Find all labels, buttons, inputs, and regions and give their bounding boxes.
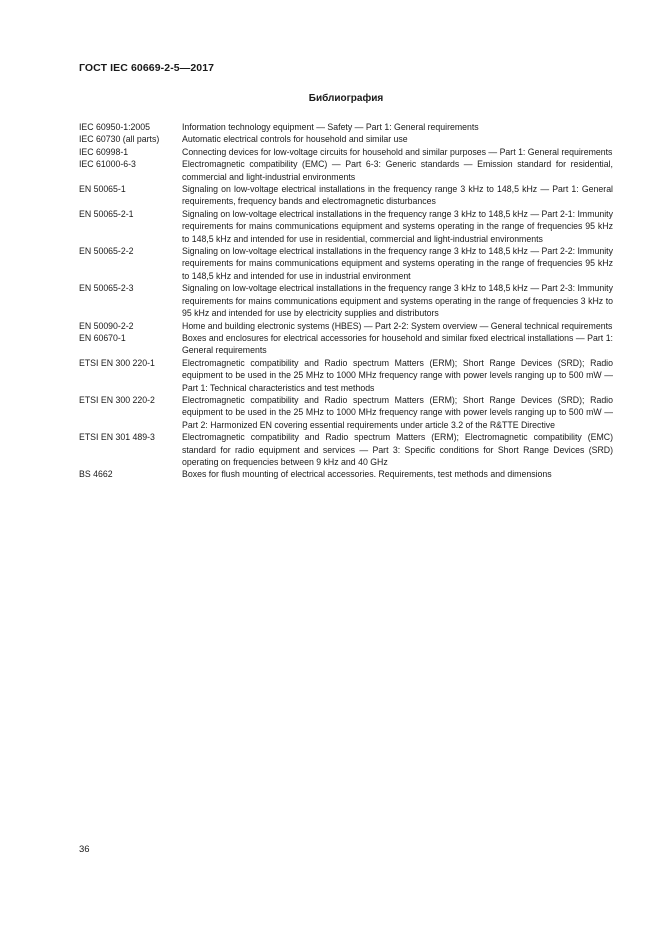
reference-title: Automatic electrical controls for household and similar use — [182, 134, 408, 145]
reference-id: BS 4662 — [79, 469, 113, 480]
bibliography-entry — [79, 208, 613, 245]
section-title: Библиография — [308, 93, 384, 104]
reference-id: EN 50065-2-3 — [79, 283, 134, 294]
bibliography-entry — [79, 133, 613, 145]
reference-id: EN 60670-1 — [79, 332, 126, 343]
bibliography-entry — [79, 158, 613, 183]
bibliography-list — [79, 121, 613, 481]
reference-title: Boxes and enclosures for electrical accessories for household and similar fixed electrical installations — Part 1: General requirements — [182, 332, 613, 356]
reference-title: Signaling on low-voltage electrical installations in the frequency range 3 kHz to 148,5 kHz — Part 2-2: Immunity requirements for mains communications equipment and systems operating in the range of frequencies 95 kHz to 148,5 kHz and intended for use in industrial environment — [182, 246, 613, 281]
reference-title: Electromagnetic compatibility (EMC) — Part 6-3: Generic standards — Emission standard for residential, commercial and light-industrial environments — [182, 159, 613, 182]
reference-title: Electromagnetic compatibility and Radio spectrum Matters (ERM); Short Range Devices (SRD); Radio equipment to be used in the 25 MHz to 1000 MHz frequency range with power levels ranging up to 500 mW — Part 1: Technical characteristics and test methods — [182, 357, 613, 393]
bibliography-entry — [79, 431, 613, 468]
page-number: 36 — [79, 844, 90, 855]
reference-id: EN 50090-2-2 — [79, 320, 134, 331]
bibliography-entry — [79, 282, 613, 319]
reference-id: IEC 60730 (all parts) — [79, 134, 160, 145]
reference-id: IEC 60950-1:2005 — [79, 122, 151, 132]
bibliography-entry — [79, 320, 613, 332]
reference-title: Electromagnetic compatibility and Radio spectrum Matters (ERM); Short Range Devices (SRD); Radio equipment to be used in the 25 MHz to 1000 MHz frequency range with power levels ranging up to 500 mW — Part 2: Harmonized EN covering essential requirements under article 3.2 of the R&TTE Directive — [182, 394, 613, 430]
bibliography-entry — [79, 121, 613, 133]
bibliography-entry — [79, 146, 613, 158]
document-code: ГОСТ IEC 60669-2-5—2017 — [79, 62, 215, 74]
reference-id: IEC 61000-6-3 — [79, 159, 136, 170]
reference-id: IEC 60998-1 — [79, 146, 129, 157]
reference-id: EN 50065-1 — [79, 184, 126, 195]
bibliography-entry — [79, 357, 613, 394]
bibliography-entry — [79, 183, 613, 208]
reference-title: Electromagnetic compatibility and Radio spectrum Matters (ERM); Electromagnetic compatibility (EMC) standard for radio equipment and services — Part 3: Specific conditions for Short Range Devices (SRD) operating on frequencies between 9 kHz and 40 GHz — [182, 432, 613, 467]
reference-title: Signaling on low-voltage electrical installations in the frequency range 3 kHz to 148,5 kHz — Part 2-1: Immunity requirements for mains communications equipment and systems operating in the range of frequencies 95 kHz to 148,5 kHz and intended for use in residential, commercial and light-industrial environments — [182, 208, 613, 244]
reference-title: Home and building electronic systems (HBES) — Part 2-2: System overview — General technical requirements — [182, 320, 613, 331]
bibliography-entry — [79, 468, 613, 480]
reference-title: Signaling on low-voltage electrical installations in the frequency range 3 kHz to 148,5 kHz — Part 1: General requirements, frequency bands and electromagnetic disturbances — [182, 184, 613, 207]
reference-title: Signaling on low-voltage electrical installations in the frequency range 3 kHz to 148,5 kHz — Part 2-3: Immunity requirements for mains communications equipment and systems operating in the range of frequencies 3 kHz to 95 kHz and intended for use by electricity supplies and distributors — [182, 283, 613, 319]
reference-title: Connecting devices for low-voltage circuits for household and similar purposes — Part 1: General requirements — [182, 146, 613, 157]
reference-id: EN 50065-2-2 — [79, 246, 134, 257]
reference-id: EN 50065-2-1 — [79, 208, 134, 219]
reference-id: ETSI EN 300 220-1 — [79, 357, 155, 368]
reference-id: ETSI EN 301 489-3 — [79, 432, 155, 443]
reference-title: Information technology equipment — Safety — Part 1: General requirements — [182, 122, 479, 132]
bibliography-entry — [79, 245, 613, 282]
bibliography-entry — [79, 394, 613, 431]
bibliography-entry — [79, 332, 613, 357]
reference-title: Boxes for flush mounting of electrical accessories. Requirements, test methods and dimensions — [182, 469, 552, 480]
reference-id: ETSI EN 300 220-2 — [79, 394, 155, 405]
